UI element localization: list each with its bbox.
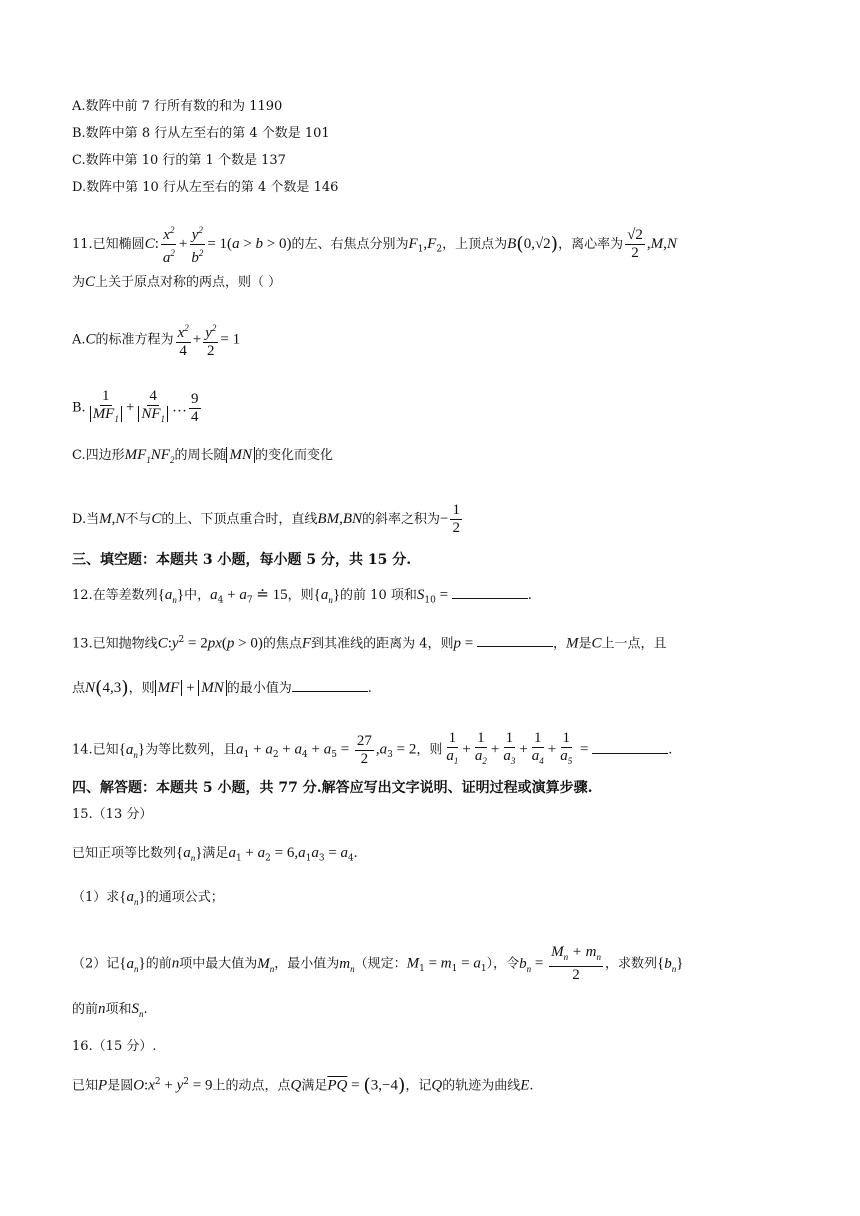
q11-option-a: A.C的标准方程为 $\frac{x^2}{4}$ + $\frac{y^2}{2}$ = 1	[72, 320, 800, 360]
q13: 13.已知抛物线$C:y^2 = 2px(p > 0)$的焦点F到其准线的距离为 4，则p = ，M是C上一点，且	[72, 635, 667, 652]
q11-stem: 11.已知椭圆C: $\frac{x^2}{a^2}$ + $\frac{y^2}{b^2}$ = 1(a > b > 0)的左、右焦点分别为$F_1,F_2$，上顶点为B(0,√2)，离心率为 $\frac{√2}{2}$ ,M,N	[72, 222, 800, 267]
q13-line2: 点N(4,3)，则 MF + MN 的最小值为 .	[72, 677, 372, 699]
q15-part1: （1）求$\{a_n\}$的通项公式；	[72, 889, 224, 907]
q15-stem: 已知正项等比数列$\{a_n\}$满足$a_1 + a_2 = 6,a_1a_3 = a_4$.	[72, 845, 358, 864]
q14-answer-blank[interactable]	[592, 741, 668, 754]
q12: 12.在等差数列$\{a_n\}$中，$a_4 + a_7$ ≐ 15，则$\{a_n\}$的前 10 项和$S_{10}$ = .	[72, 587, 532, 606]
q11-stem-line2: 为C上关于原点对称的两点，则（ ）	[72, 274, 282, 290]
q11-option-d: D.当M,N不与C的上、下顶点重合时，直线BM,BN的斜率之积为− $\frac{1}{2}$	[72, 502, 460, 536]
q10-option-a: A.数阵中前 7 行所有数的和为 1190	[72, 99, 283, 114]
q10-option-d: D.数阵中第 10 行从左至右的第 4 个数是 146	[72, 180, 339, 195]
q12-answer-blank[interactable]	[452, 586, 528, 599]
q14: 14.已知$\{a_n\}$为等比数列，且$a_1 + a_2 + a_4 + a_5$ = $\frac{27}{2}$ $,a_3 = 2$，则 $\frac{1}{a_1}$ + $\frac{1}{a_2}$ + $\frac{1}{a_3}$ + $\frac{1}{a_4}$ + $\frac{1}{a_5}$ = .	[72, 730, 673, 767]
section-4-heading: 四、解答题：本题共 5 小题，共 77 分.解答应写出文字说明、证明过程或演算步骤.	[72, 780, 593, 796]
q10-option-b: B.数阵中第 8 行从左至右的第 4 个数是 101	[72, 126, 330, 141]
q13-p-blank[interactable]	[477, 634, 553, 647]
q11-option-c: C.四边形$MF_1NF_2$的周长随 MN 的变化而变化	[72, 447, 333, 465]
q15-part2: （2）记$\{a_n\}$的前n项中最大值为$M_n$，最小值为$m_n$（规定：$M_1 = m_1 = a_1$），令$b_n$ = $\frac{M_n + m_n}{2}$ ，求数列$\{b_n\}$	[72, 944, 684, 983]
q10-option-c: C.数阵中第 10 行的第 1 个数是 137	[72, 153, 286, 168]
q15-part2-line2: 的前n项和$S_n$.	[72, 1001, 148, 1019]
section-3-heading: 三、填空题：本题共 3 小题，每小题 5 分，共 15 分.	[72, 552, 412, 568]
q11-option-b: B. $\frac{1}{MF_1}$ + $\frac{4}{NF_1}$ … $\frac{9}{4}$	[72, 388, 199, 425]
q13-min-blank[interactable]	[292, 679, 368, 692]
q15-heading: 15.（13 分）	[72, 807, 153, 822]
q16-heading: 16.（15 分）.	[72, 1039, 157, 1054]
q16-stem: 已知P是圆$O:x^2 + y^2 = 9$上的动点，点Q满足$\overline{PQ} = (3,-4)$，记Q的轨迹为曲线E.	[72, 1074, 534, 1097]
